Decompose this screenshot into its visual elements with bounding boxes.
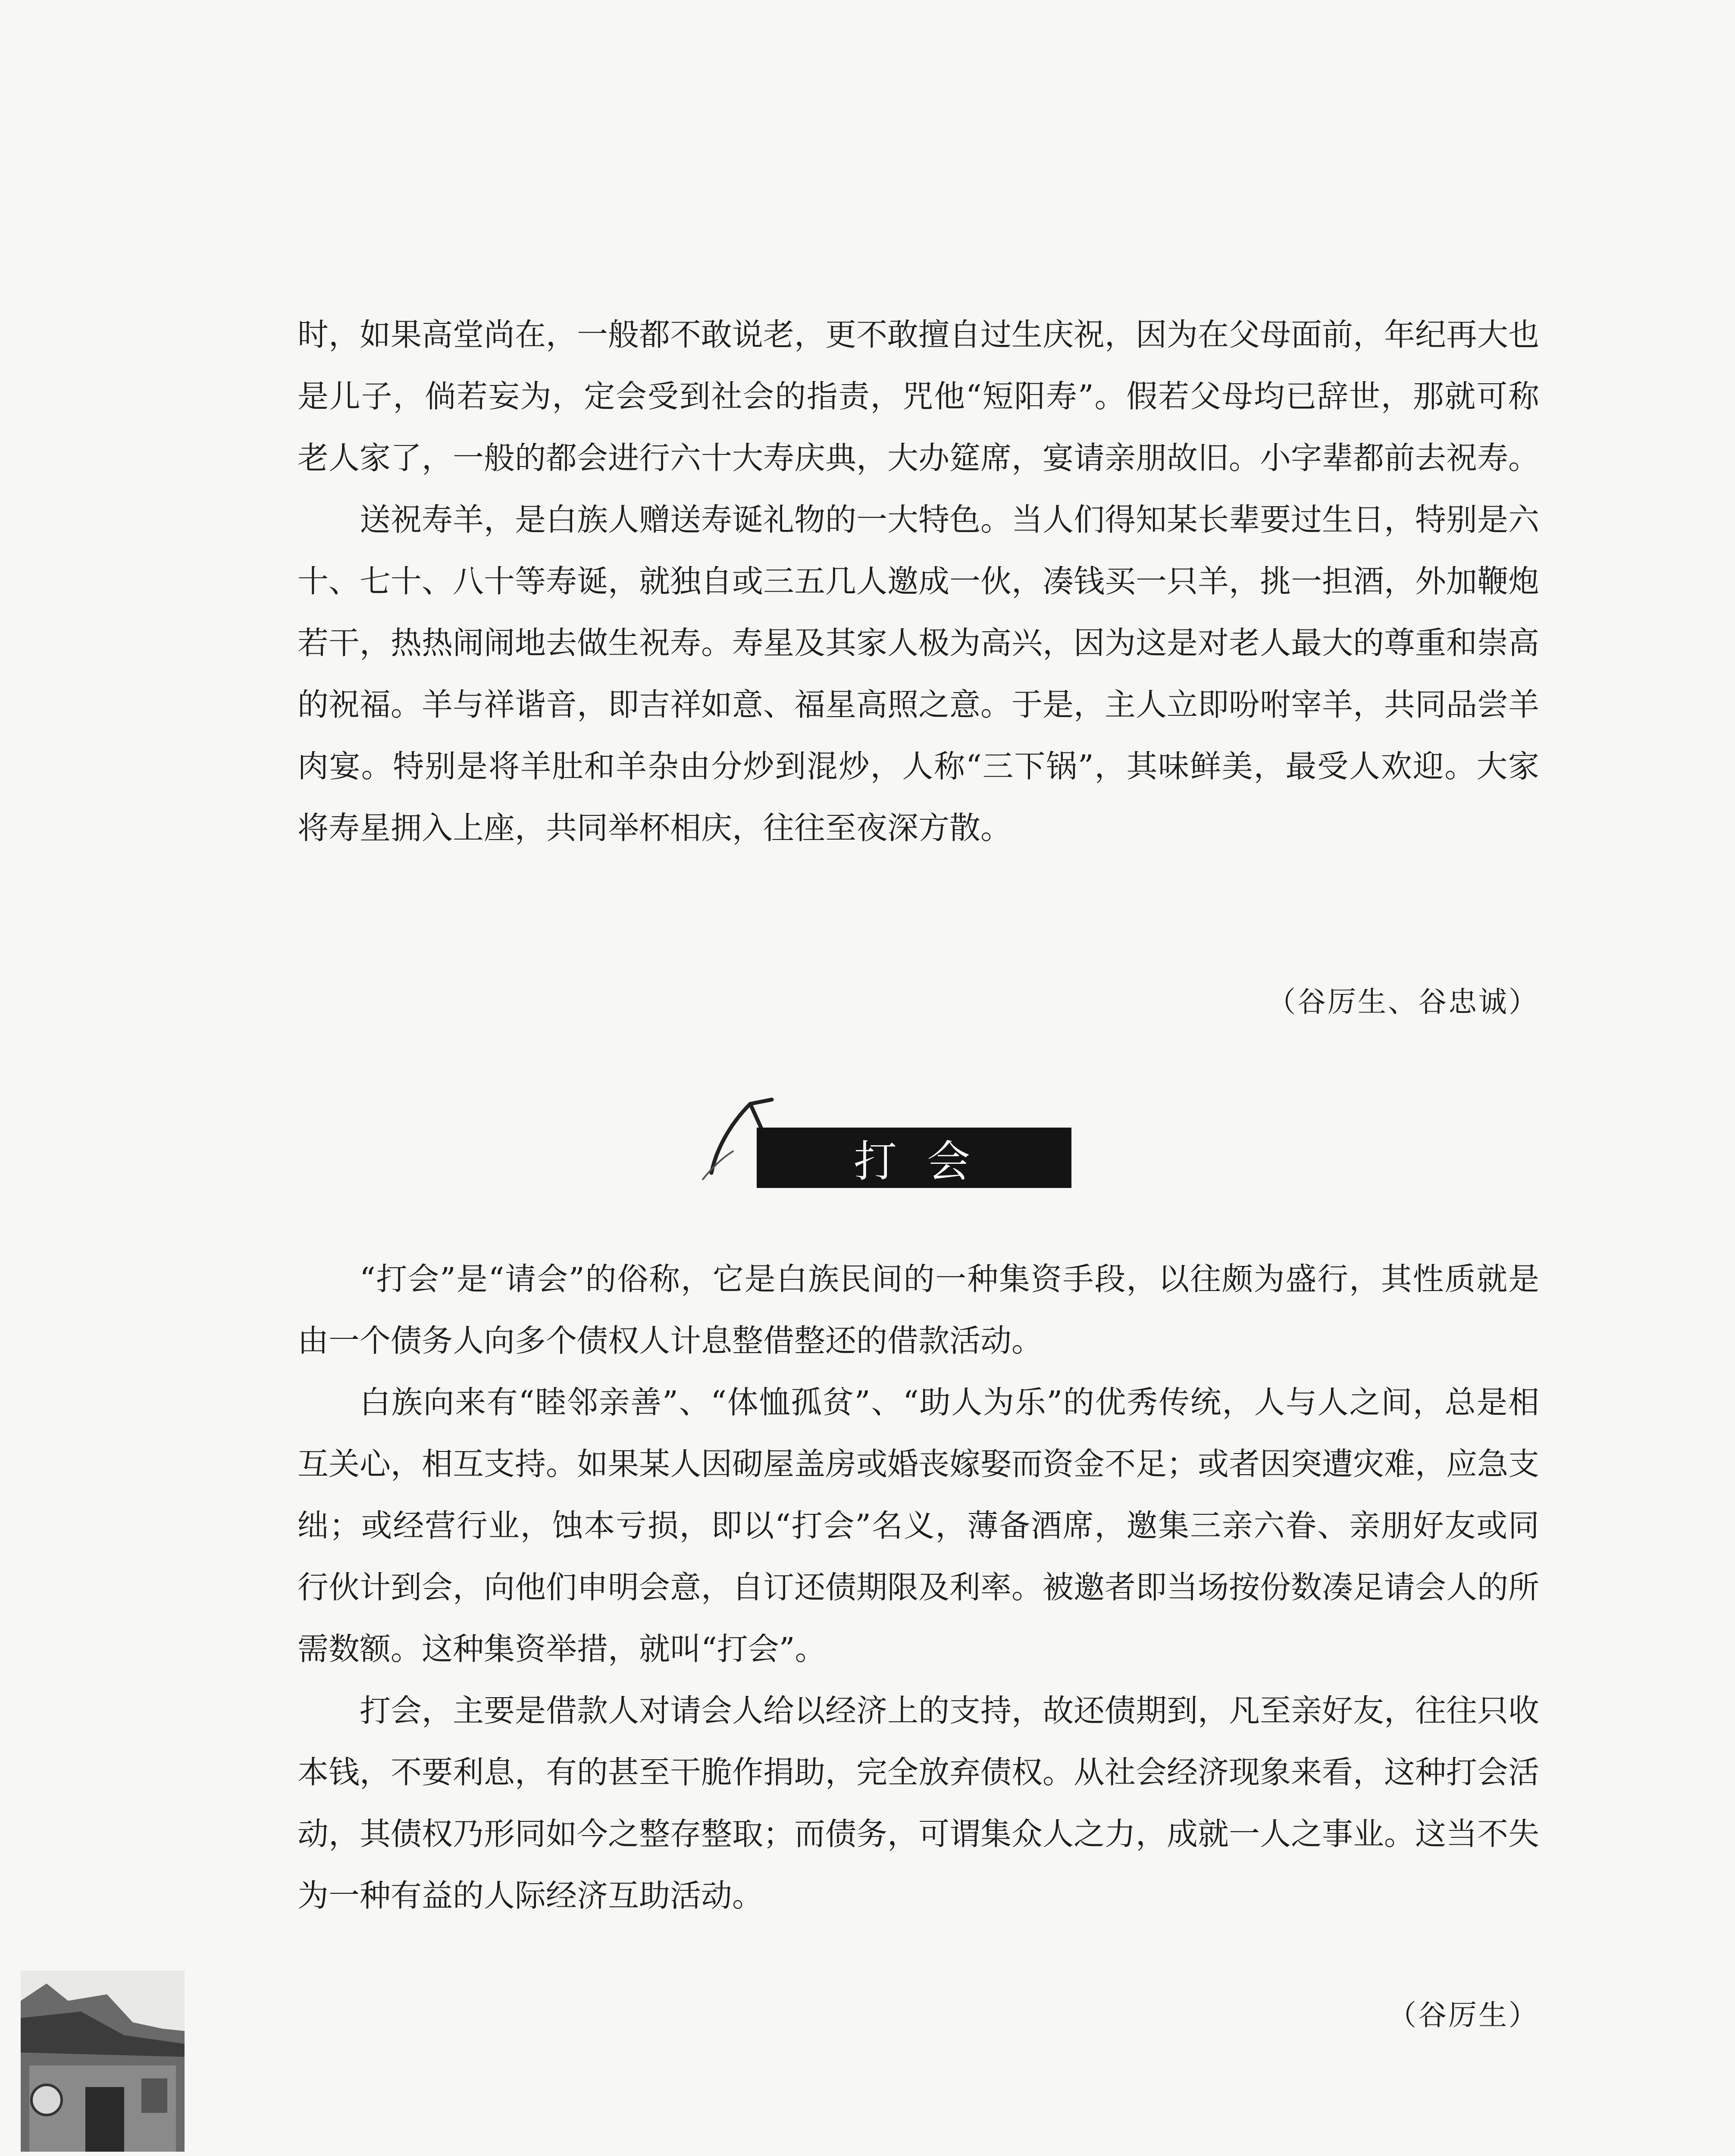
section1-byline: （谷厉生、谷忠诚） — [1267, 985, 1539, 1018]
section1-body — [298, 304, 1539, 859]
section2-paragraph-3: 打会，主要是借款人对请会人给以经济上的支持，故还债期到，凡至亲好友，往往只收本钱，不要利息，有的甚至干脆作捐助，完全放弃债权。从社会经济现象来看，这种打会活动，其债权乃形同如今之整存整取；而债务，可谓集众人之力，成就一人之事业。这当不失为一种有益的人际经济互助活动。 — [298, 1692, 1540, 1914]
section-title: 打会 — [757, 1128, 1071, 1188]
section2-paragraph-1: “打会”是“请会”的俗称，它是白族民间的一种集资手段，以往颇为盛行，其性质就是由一个债务人向多个债权人计息整借整还的借款活动。 — [298, 1261, 1539, 1359]
section2-paragraph-2: 白族向来有“睦邻亲善”、“体恤孤贫”、“助人为乐”的优秀传统，人与人之间，总是相互关心，相互支持。如果某人因砌屋盖房或婚丧嫁娶而资金不足；或者因突遭灾难，应急支绌；或经营行业，蚀本亏损，即以“打会”名义，薄备酒席，邀集三亲六眷、亲朋好友或同行伙计到会，向他们申明会意，自订还债期限及利率。被邀者即当场按份数凑足请会人的所需数额。这种集资举措，就叫“打会”。 — [298, 1384, 1540, 1667]
section2-body — [298, 1248, 1539, 1927]
temple-photo-icon — [21, 1971, 185, 2152]
section1-paragraph-1: 时，如果高堂尚在，一般都不敢说老，更不敢擅自过生庆祝，因为在父母面前，年纪再大也是儿子，倘若妄为，定会受到社会的指责，咒他“短阳寿”。假若父母均已辞世，那就可称老人家了，一般的都会进行六十大寿庆典，大办筵席，宴请亲朋故旧。小字辈都前去祝寿。 — [298, 317, 1540, 476]
section2-byline: （谷厉生） — [1388, 1999, 1539, 2032]
section1-paragraph-2: 送祝寿羊，是白族人赠送寿诞礼物的一大特色。当人们得知某长辈要过生日，特别是六十、七十、八十等寿诞，就独自或三五几人邀成一伙，凑钱买一只羊，挑一担酒，外加鞭炮若干，热热闹闹地去做生祝寿。寿星及其家人极为高兴，因为这是对老人最大的尊重和崇高的祝福。羊与祥谐音，即吉祥如意、福星高照之意。于是，主人立即吩咐宰羊，共同品尝羊肉宴。特别是将羊肚和羊杂由分炒到混炒，人称“三下锅”，其味鲜美，最受人欢迎。大家将寿星拥入上座，共同举杯相庆，往往至夜深方散。 — [298, 501, 1540, 846]
